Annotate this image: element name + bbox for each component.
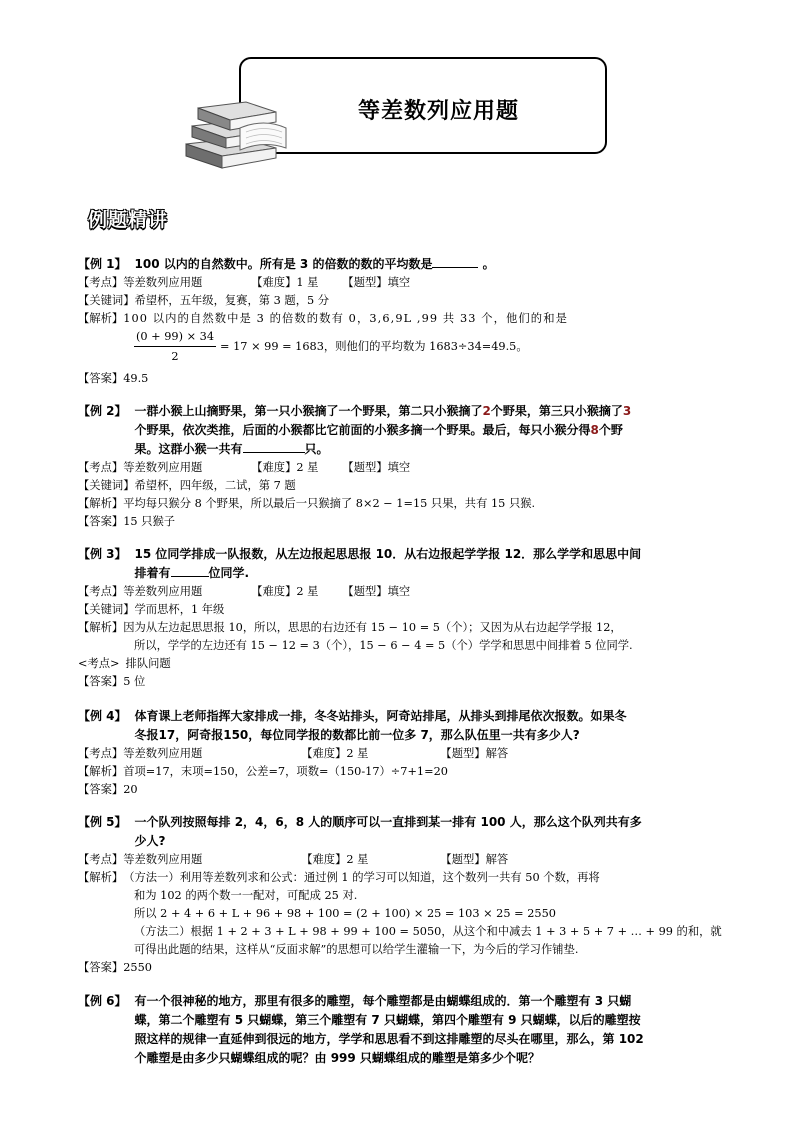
example-tag: 【例 3】 (78, 547, 127, 561)
question (78, 255, 728, 274)
formula-line: $\frac{(0 + 99) \times 34}{2}$ = 17 × 99 = 1683，则他们的平均数为 1683÷34=49.5。 (134, 328, 728, 366)
question-text: 一群小猴上山摘野果，第一只小猴摘了一个野果，第二只小猴摘了2个野果，第三只小猴摘了3 个野果，依次类推，后面的小猴都比它前面的小猴多摘一个野果。最后，每只小猴分得8个野 果。这群小猴一共有 只。 (134, 404, 632, 456)
books-icon (180, 98, 290, 170)
example-4 (78, 707, 728, 799)
example-tag: 【例 1】 (78, 257, 127, 271)
answer-row: 【答案】 15 只猴子 (78, 515, 176, 528)
answer-blank (243, 440, 305, 453)
question (78, 813, 728, 851)
fraction: $\frac{(0 + 99) \times 34}{2}$ (136, 330, 215, 363)
analysis-row: 【解析】 平均每只猴分 8 个野果，所以最后一只猴摘了 8×2 − 1=15 只果，共有 15 只猴. (78, 497, 536, 510)
keywords-row: 【关键词】 希望杯，四年级，二试，第 7 题 (78, 479, 296, 492)
question-text: 100 以内的自然数中。所有是 3 的倍数的数的平均数是 。 (134, 257, 495, 271)
answer-row: 【答案】 49.5 (78, 372, 149, 385)
question (78, 402, 728, 459)
question-text: 15 位同学排成一队报数，从左边报起思思报 10．从右边报起学学报 12．那么学学和思思中间 排着有 位同学. (134, 547, 642, 580)
analysis-row: 【解析】 首项=17，末项=150，公差=7，项数=（150-17）÷7+1=20 (78, 765, 448, 778)
meta-row: 【考点】 等差数列应用题 【难度】 1 星 【题型】 填空 (78, 276, 411, 289)
analysis-row: 【解析】 100 以内的自然数中是 3 的倍数的数有 0，3,6,9L ,99 共 33 个，他们的和是 (78, 312, 568, 325)
topic-row: <考点> 排队问题 (78, 657, 171, 670)
answer-row: 【答案】 20 (78, 783, 138, 796)
question-text: 体育课上老师指挥大家排成一排，冬冬站排头，阿奇站排尾，从排头到排尾依次报数。如果冬 冬报17，阿奇报150，每位同学报的数都比前一位多 7，那么队伍里一共有多少人? (134, 709, 627, 742)
analysis-row-5: 可得出此题的结果，这样从“反面求解”的思想可以给学生灌输一下，为今后的学习作铺垫. (134, 943, 579, 956)
analysis-row-4: （方法二）根据 1 + 2 + 3 + L + 98 + 99 + 100 = 5050，从这个和中减去 1 + 3 + 5 + 7 + … + 99 的和，就 (134, 925, 722, 938)
example-2 (78, 402, 728, 531)
keywords-row: 【关键词】 学而思杯，1 年级 (78, 603, 225, 616)
keywords-row: 【关键词】 希望杯，五年级，复赛，第 3 题，5 分 (78, 294, 330, 307)
meta-row: 【考点】 等差数列应用题 【难度】 2 星 【题型】 填空 (78, 585, 411, 598)
analysis-row-2: 和为 102 的两个数一一配对，可配成 25 对. (134, 889, 358, 902)
example-6 (78, 992, 728, 1068)
analysis-row: 【解析】 （方法一）利用等差数列求和公式：通过例 1 的学习可以知道，这个数列一共有 50 个数，再将 (78, 871, 600, 884)
analysis-row: 【解析】 因为从左边起思思报 10，所以，思思的右边还有 15 − 10 = 5（个）；又因为从右边起学学报 12， (78, 621, 622, 634)
question-text: 一个队列按照每排 2，4，6，8 人的顺序可以一直排到某一排有 100 人，那么这个队列共有多 少人? (134, 815, 642, 848)
example-1 (78, 255, 728, 388)
answer-row: 【答案】 2550 (78, 961, 152, 974)
example-tag: 【例 6】 (78, 994, 127, 1008)
example-3 (78, 545, 728, 691)
answer-blank (432, 255, 478, 268)
meta-row: 【考点】 等差数列应用题 【难度】 2 星 【题型】 解答 (78, 747, 509, 760)
page-title: 等差数列应用题 (358, 99, 520, 124)
question (78, 545, 728, 583)
answer-blank (171, 564, 209, 577)
example-tag: 【例 5】 (78, 815, 127, 829)
example-tag: 【例 4】 (78, 709, 127, 723)
question (78, 707, 728, 745)
meta-row: 【考点】 等差数列应用题 【难度】 2 星 【题型】 解答 (78, 853, 509, 866)
answer-row: 【答案】 5 位 (78, 675, 146, 688)
meta-row: 【考点】 等差数列应用题 【难度】 2 星 【题型】 填空 (78, 461, 411, 474)
analysis-row-3: 所以 2 + 4 + 6 + L + 96 + 98 + 100 = (2 + 100) × 25 = 103 × 25 = 2550 (134, 907, 556, 920)
section-heading: 例题精讲 (88, 209, 169, 231)
question-text: 有一个很神秘的地方，那里有很多的雕塑，每个雕塑都是由蝴蝶组成的．第一个雕塑有 3 只蝴 蝶，第二个雕塑有 5 只蝴蝶，第三个雕塑有 7 只蝴蝶，第四个雕塑有 9 只蝴蝶，以后的雕塑按 照这样的规律一直延伸到很远的地方，学学和思思看不到这排雕塑的尽头在哪里，那么，第 102 个雕塑是由多少只蝴蝶组成的呢？由 999 只蝴蝶组成的雕塑是第多少个呢？ (134, 994, 644, 1065)
example-tag: 【例 2】 (78, 404, 127, 418)
example-5 (78, 813, 728, 977)
analysis-row-2: 所以，学学的左边还有 15 − 12 = 3（个），15 − 6 − 4 = 5（个）学学和思思中间排着 5 位同学. (134, 639, 633, 652)
question (78, 992, 728, 1068)
